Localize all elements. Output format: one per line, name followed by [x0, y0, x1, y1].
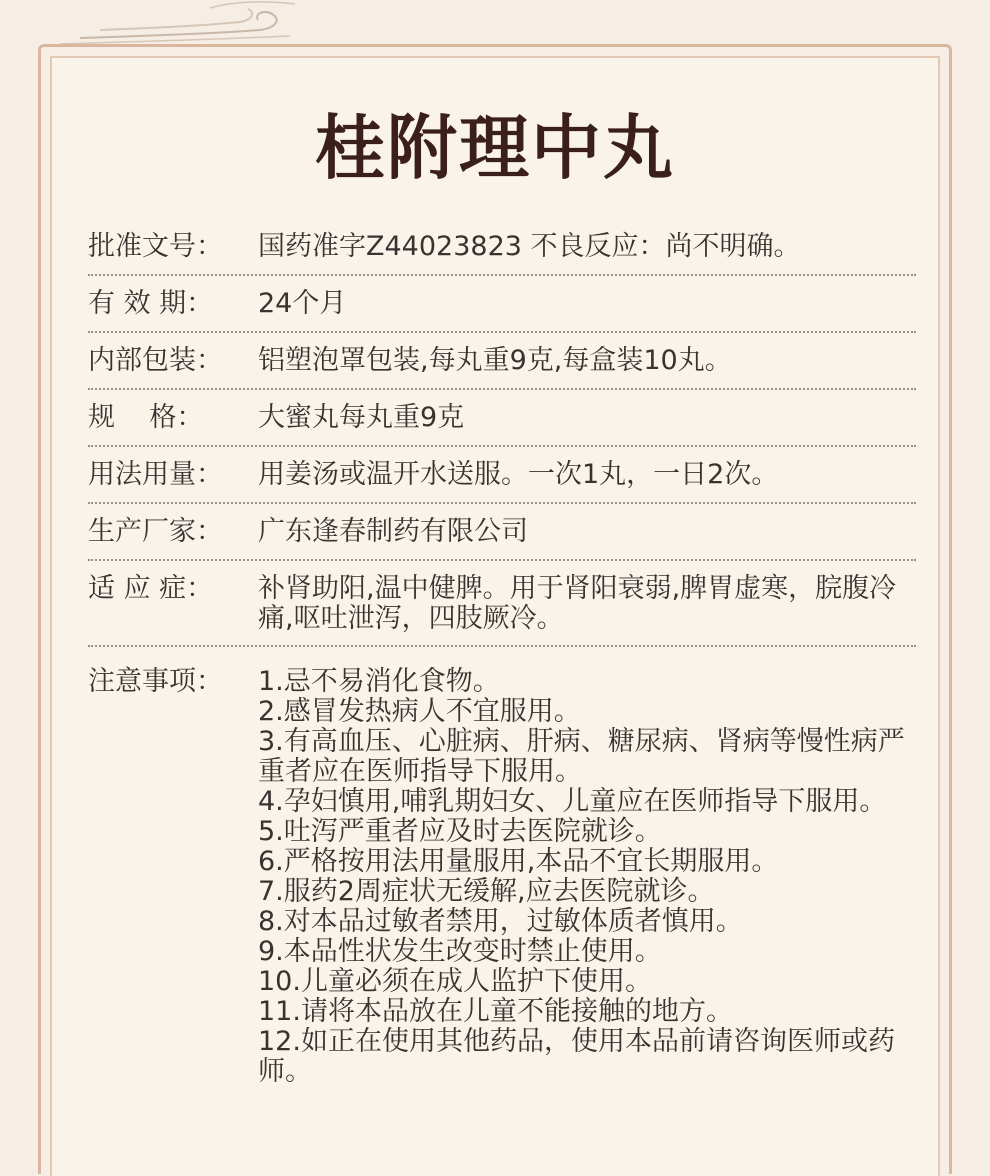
list-item: 6.严格按用法用量服用,本品不宜长期服用。: [258, 846, 779, 877]
list-item: 3.有高血压、心脏病、肝病、糖尿病、肾病等慢性病严重者应在医师指导下服用。: [258, 726, 905, 787]
row-value: 国药准字Z44023823 不良反应：尚不明确。: [258, 231, 801, 262]
row-manufacturer: [88, 504, 916, 561]
row-precautions: [88, 647, 916, 1087]
row-value: 补肾助阳,温中健脾。用于肾阳衰弱,脾胃虚寒，脘腹冷痛,呕吐泄泻，四肢厥冷。: [258, 573, 897, 634]
row-value: 广东逢春制药有限公司: [258, 516, 528, 547]
row-value: 大蜜丸每丸重9克: [258, 402, 465, 433]
list-item: 12.如正在使用其他药品，使用本品前请咨询医师或药师。: [258, 1026, 895, 1087]
list-item: 4.孕妇慎用,哺乳期妇女、儿童应在医师指导下服用。: [258, 786, 887, 817]
row-label: 注意事项：: [88, 666, 223, 697]
row-approval-number: [88, 218, 916, 276]
row-indications: [88, 561, 916, 647]
list-item: 2.感冒发热病人不宜服用。: [258, 696, 581, 727]
row-value: 24个月: [258, 288, 347, 319]
row-value: [258, 667, 916, 1087]
list-item: 7.服药2周症状无缓解,应去医院就诊。: [258, 876, 715, 907]
list-item: 8.对本品过敏者禁用，过敏体质者慎用。: [258, 906, 743, 937]
row-specification: [88, 390, 916, 447]
cloud-decoration-icon: [60, 0, 300, 45]
row-label: 生产厂家：: [88, 516, 223, 547]
row-dosage: [88, 447, 916, 504]
row-label: 用法用量：: [88, 459, 223, 490]
row-label: 适 应 症：: [88, 573, 214, 604]
list-item: 10.儿童必须在成人监护下使用。: [258, 966, 652, 997]
row-validity: [88, 276, 916, 333]
row-label: 有 效 期：: [88, 288, 214, 319]
row-label: 内部包装：: [88, 345, 223, 376]
list-item: 9.本品性状发生改变时禁止使用。: [258, 936, 662, 967]
row-value: 铝塑泡罩包装,每丸重9克,每盒装10丸。: [258, 345, 732, 376]
list-item: 5.吐泻严重者应及时去医院就诊。: [258, 816, 662, 847]
row-packaging: [88, 333, 916, 390]
row-label: 规 格：: [88, 402, 204, 433]
row-value: 用姜汤或温开水送服。一次1丸，一日2次。: [258, 459, 779, 490]
list-item: 11.请将本品放在儿童不能接触的地方。: [258, 996, 733, 1027]
list-item: 1.忌不易消化食物。: [258, 666, 500, 697]
info-table: [88, 218, 916, 1087]
precautions-list: [258, 667, 916, 1087]
page-title: 桂附理中丸: [315, 107, 675, 189]
row-label: 批准文号：: [88, 231, 223, 262]
